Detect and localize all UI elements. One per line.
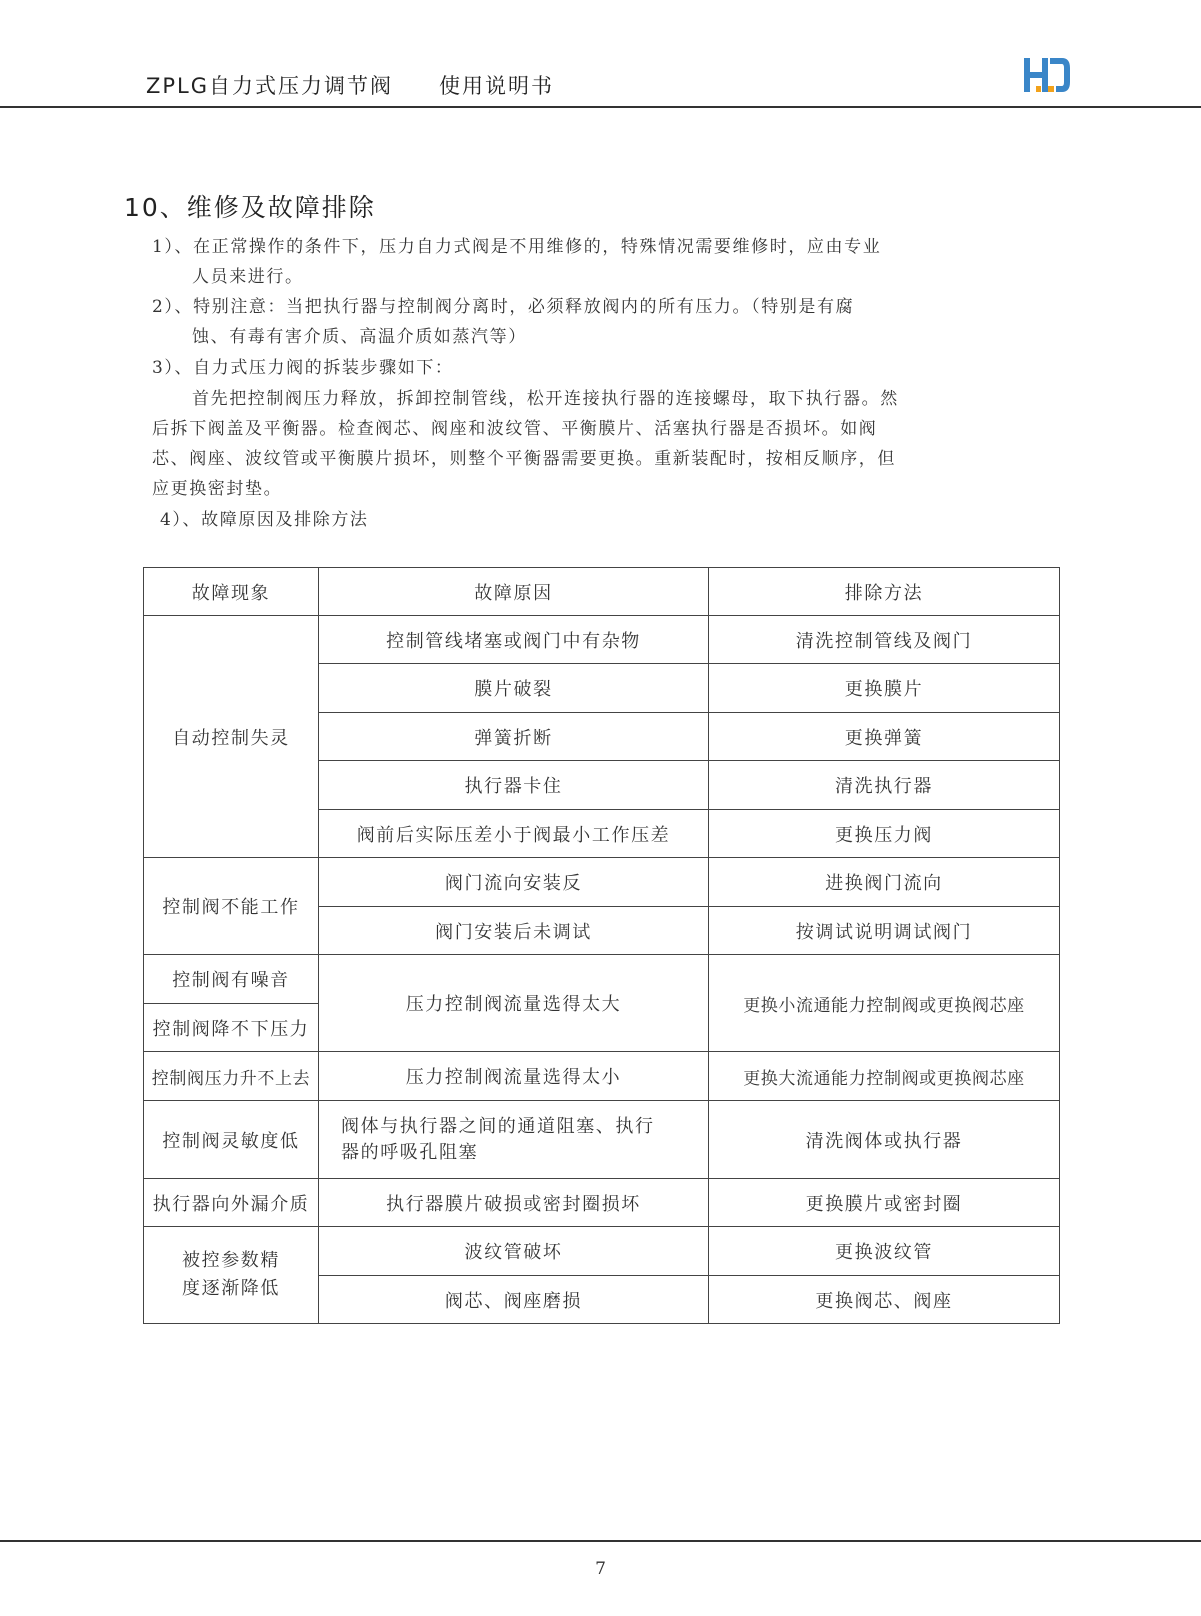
symptom-line-1: 被控参数精 <box>182 1250 280 1271</box>
fix-cell: 更换小流通能力控制阀或更换阀芯座 <box>709 955 1060 1052</box>
hd-logo-icon <box>1022 56 1072 96</box>
header-fix: 排除方法 <box>709 568 1060 616</box>
fix-cell: 清洗阀体或执行器 <box>709 1101 1060 1179</box>
symptom-cell: 控制阀压力升不上去 <box>144 1052 319 1101</box>
paragraph-3-line-2: 首先把控制阀压力释放，拆卸控制管线，松开连接执行器的连接螺母，取下执行器。然 <box>192 389 899 409</box>
symptom-cell: 执行器向外漏介质 <box>144 1179 319 1227</box>
cause-cell: 膜片破裂 <box>319 664 709 713</box>
cause-line-2: 器的呼吸孔阻塞 <box>341 1141 479 1163</box>
table-row <box>144 955 1060 1004</box>
cause-cell: 控制管线堵塞或阀门中有杂物 <box>319 616 709 664</box>
table-row <box>144 1179 1060 1227</box>
cause-cell: 阀前后实际压差小于阀最小工作压差 <box>319 810 709 858</box>
symptom-cell <box>144 1227 319 1324</box>
document-header-title <box>146 70 554 100</box>
paragraph-2-line-2: 蚀、有毒有害介质、高温介质如蒸汽等） <box>192 327 527 347</box>
table-row <box>144 1101 1060 1179</box>
cause-cell: 波纹管破坏 <box>319 1227 709 1276</box>
section-title: 10、维修及故障排除 <box>124 193 376 222</box>
fix-cell: 更换压力阀 <box>709 810 1060 858</box>
table-row <box>144 1052 1060 1101</box>
header-divider <box>0 106 1201 108</box>
cause-line-1: 阀体与执行器之间的通道阻塞、执行 <box>341 1115 655 1137</box>
cause-cell: 弹簧折断 <box>319 713 709 761</box>
cause-cell <box>319 1101 709 1179</box>
cause-cell: 阀芯、阀座磨损 <box>319 1276 709 1324</box>
table-row <box>144 616 1060 664</box>
fix-cell: 清洗控制管线及阀门 <box>709 616 1060 664</box>
fix-cell: 更换大流通能力控制阀或更换阀芯座 <box>709 1052 1060 1101</box>
fix-cell: 进换阀门流向 <box>709 858 1060 907</box>
paragraph-1-line-2: 人员来进行。 <box>192 267 304 287</box>
symptom-cell: 控制阀降不下压力 <box>144 1004 319 1052</box>
header-symptom: 故障现象 <box>144 568 319 616</box>
product-title: ZPLG自力式压力调节阀 <box>146 74 394 98</box>
cause-cell: 执行器膜片破损或密封圈损坏 <box>319 1179 709 1227</box>
page-number: 7 <box>595 1559 606 1579</box>
symptom-line-2: 度逐渐降低 <box>182 1278 280 1299</box>
symptom-cell: 控制阀有噪音 <box>144 955 319 1004</box>
paragraph-1-line-1: 1）、在正常操作的条件下，压力自力式阀是不用维修的，特殊情况需要维修时，应由专业 <box>152 237 882 257</box>
table-row <box>144 858 1060 907</box>
paragraph-3-line-4: 芯、阀座、波纹管或平衡膜片损坏，则整个平衡器需要更换。重新装配时，按相反顺序，但 <box>152 449 896 469</box>
fix-cell: 更换膜片或密封圈 <box>709 1179 1060 1227</box>
paragraph-3-line-1: 3）、自力式压力阀的拆装步骤如下： <box>152 358 454 378</box>
header-cause: 故障原因 <box>319 568 709 616</box>
symptom-cell: 自动控制失灵 <box>144 616 319 858</box>
cause-cell: 阀门安装后未调试 <box>319 907 709 955</box>
table-row <box>144 1227 1060 1276</box>
footer-divider <box>0 1540 1201 1542</box>
fault-table <box>143 567 1060 1324</box>
fix-cell: 更换波纹管 <box>709 1227 1060 1276</box>
cause-cell: 压力控制阀流量选得太大 <box>319 955 709 1052</box>
fix-cell: 更换阀芯、阀座 <box>709 1276 1060 1324</box>
fix-cell: 更换膜片 <box>709 664 1060 713</box>
table-header-row <box>144 568 1060 616</box>
cause-cell: 阀门流向安装反 <box>319 858 709 907</box>
paragraph-3-line-3: 后拆下阀盖及平衡器。检查阀芯、阀座和波纹管、平衡膜片、活塞执行器是否损坏。如阀 <box>152 419 878 439</box>
fix-cell: 更换弹簧 <box>709 713 1060 761</box>
symptom-cell: 控制阀灵敏度低 <box>144 1101 319 1179</box>
paragraph-4-line-1: 4）、故障原因及排除方法 <box>160 510 369 530</box>
cause-cell: 压力控制阀流量选得太小 <box>319 1052 709 1101</box>
cause-cell: 执行器卡住 <box>319 761 709 810</box>
paragraph-3-line-5: 应更换密封垫。 <box>152 479 283 499</box>
fix-cell: 按调试说明调试阀门 <box>709 907 1060 955</box>
paragraph-2-line-1: 2）、特别注意：当把执行器与控制阀分离时，必须释放阀内的所有压力。（特别是有腐 <box>152 297 855 317</box>
doc-type-label: 使用说明书 <box>439 74 555 98</box>
symptom-cell: 控制阀不能工作 <box>144 858 319 955</box>
fix-cell: 清洗执行器 <box>709 761 1060 810</box>
